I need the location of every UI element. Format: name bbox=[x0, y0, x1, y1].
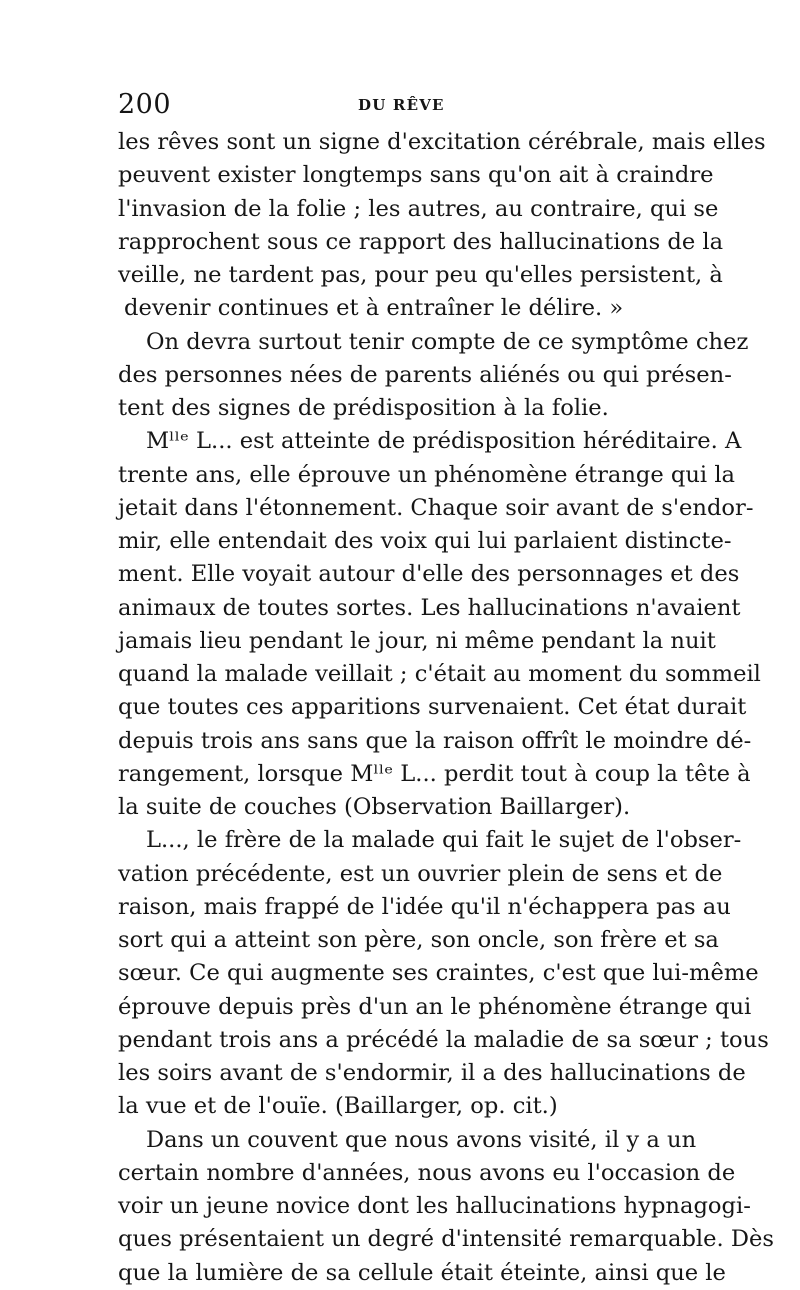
text-line: la vue et de l'ouïe. (Baillarger, op. cit.) bbox=[118, 1093, 558, 1120]
text-line: vation précédente, est un ouvrier plein de sens et de bbox=[118, 860, 723, 887]
paragraph-first-line: Mˡˡᵉ L... est atteinte de prédisposition héréditaire. A bbox=[146, 428, 742, 455]
text-line: trente ans, elle éprouve un phénomène étrange qui la bbox=[118, 461, 736, 488]
text-line: les rêves sont un signe d'excitation cérébrale, mais elles bbox=[118, 129, 766, 155]
text-line: animaux de toutes sortes. Les hallucinations n'avaient bbox=[118, 594, 741, 621]
text-line: que la lumière de sa cellule était éteinte, ainsi que le bbox=[118, 1259, 726, 1286]
paragraph-first-line: Dans un couvent que nous avons visité, il y a un bbox=[146, 1126, 697, 1153]
text-line: les soirs avant de s'endormir, il a des hallucinations de bbox=[118, 1060, 746, 1086]
text-line: des personnes nées de parents aliénés ou qui présen- bbox=[118, 361, 732, 388]
text-line: la suite de couches (Observation Baillarger). bbox=[118, 794, 631, 820]
running-head: DU RÊVE bbox=[358, 96, 445, 114]
paragraph-first-line: L..., le frère de la malade qui fait le sujet de l'obser- bbox=[146, 827, 742, 854]
text-line: veille, ne tardent pas, pour peu qu'elles persistent, à bbox=[118, 262, 723, 288]
text-line: rangement, lorsque Mˡˡᵉ L... perdit tout à coup la tête à bbox=[118, 760, 751, 787]
text-line: mir, elle entendait des voix qui lui parlaient distincte- bbox=[118, 528, 732, 554]
text-line: pendant trois ans a précédé la maladie de sa sœur ; tous bbox=[118, 1026, 769, 1053]
text-line: quand la malade veillait ; c'était au moment du sommeil bbox=[118, 661, 761, 687]
text-line: l'invasion de la folie ; les autres, au contraire, qui se bbox=[118, 195, 719, 222]
text-line: peuvent exister longtemps sans qu'on ait à craindre bbox=[118, 162, 714, 189]
text-line: jamais lieu pendant le jour, ni même pendant la nuit bbox=[118, 627, 716, 654]
page-number: 200 bbox=[118, 89, 172, 120]
text-line: depuis trois ans sans que la raison offrît le moindre dé- bbox=[118, 727, 752, 754]
text-line: voir un jeune novice dont les hallucinations hypnagogi- bbox=[118, 1193, 751, 1219]
text-line: ques présentaient un degré d'intensité remarquable. Dès bbox=[118, 1226, 774, 1253]
page-header bbox=[118, 89, 688, 119]
text-line: éprouve depuis près d'un an le phénomène étrange qui bbox=[118, 993, 752, 1020]
text-line: que toutes ces apparitions survenaient. Cet état durait bbox=[118, 694, 747, 721]
text-line: sœur. Ce qui augmente ses craintes, c'est que lui-même bbox=[118, 960, 759, 987]
text-line: devenir continues et à entraîner le délire. » bbox=[124, 295, 624, 322]
body-text bbox=[118, 126, 774, 1290]
text-line: tent des signes de prédisposition à la folie. bbox=[118, 395, 609, 421]
text-line: certain nombre d'années, nous avons eu l'occasion de bbox=[118, 1159, 736, 1186]
text-line: raison, mais frappé de l'idée qu'il n'échappera pas au bbox=[118, 893, 731, 920]
text-line: sort qui a atteint son père, son oncle, son frère et sa bbox=[118, 927, 719, 953]
text-line: ment. Elle voyait autour d'elle des personnages et des bbox=[118, 561, 740, 588]
text-line: rapprochent sous ce rapport des hallucinations de la bbox=[118, 228, 724, 255]
text-line: jetait dans l'étonnement. Chaque soir avant de s'endor- bbox=[118, 494, 754, 521]
paragraph-first-line: On devra surtout tenir compte de ce symptôme chez bbox=[146, 328, 749, 355]
